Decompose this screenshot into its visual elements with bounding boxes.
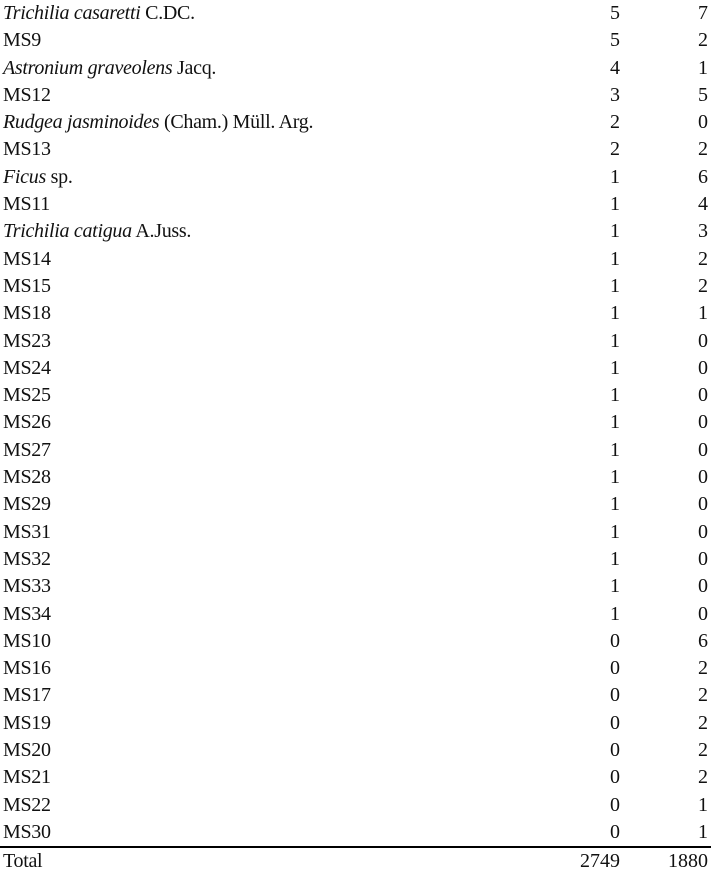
col2-value: 0 xyxy=(698,520,708,543)
col1-value: 1 xyxy=(610,193,620,216)
species-name-rest: MS17 xyxy=(3,684,51,707)
species-name-italic: Astronium graveolens xyxy=(3,56,173,79)
total-row xyxy=(0,847,711,874)
col1-value: 1 xyxy=(610,302,620,325)
col2-value: 0 xyxy=(698,438,708,461)
col1-value: 2 xyxy=(610,138,620,161)
col1-value: 0 xyxy=(610,766,620,789)
total-label: Total xyxy=(0,847,523,874)
col2-value: 2 xyxy=(698,684,708,707)
col2-value: 2 xyxy=(698,274,708,297)
species-name-rest: C.DC. xyxy=(140,2,195,24)
species-name xyxy=(0,519,523,546)
col2-value: 5 xyxy=(698,83,708,106)
species-name xyxy=(0,55,523,82)
col1-value: 1 xyxy=(610,493,620,516)
table-row xyxy=(0,55,711,82)
species-name xyxy=(0,710,523,737)
species-name-rest: MS13 xyxy=(3,138,51,161)
col1-value: 0 xyxy=(610,684,620,707)
species-name xyxy=(0,628,523,655)
table-row xyxy=(0,710,711,737)
col2-value: 0 xyxy=(698,493,708,516)
table-row xyxy=(0,682,711,709)
table-row xyxy=(0,273,711,300)
col1-value: 4 xyxy=(610,56,620,79)
species-name-rest: Jacq. xyxy=(172,56,217,79)
species-name xyxy=(0,355,523,382)
species-name-rest: (Cham.) Müll. Arg. xyxy=(159,111,314,134)
species-name-rest: MS16 xyxy=(3,657,51,680)
species-name xyxy=(0,792,523,819)
species-name-rest: MS30 xyxy=(3,820,51,843)
species-name xyxy=(0,300,523,327)
species-name-rest: A.Juss. xyxy=(131,220,192,243)
col2-value: 1 xyxy=(698,793,708,816)
species-name xyxy=(0,573,523,600)
species-name xyxy=(0,136,523,163)
species-name-italic: Rudgea jasminoides xyxy=(3,111,160,134)
col2-value: 0 xyxy=(698,602,708,625)
species-name xyxy=(0,437,523,464)
species-name-rest: MS33 xyxy=(3,575,51,598)
table-row xyxy=(0,246,711,273)
col2-value: 0 xyxy=(698,329,708,352)
col1-value: 3 xyxy=(610,83,620,106)
species-name xyxy=(0,464,523,491)
col1-value: 1 xyxy=(610,165,620,188)
col2-value: 2 xyxy=(698,247,708,270)
table-row xyxy=(0,601,711,628)
species-name-rest: MS26 xyxy=(3,411,51,434)
species-name-rest: MS28 xyxy=(3,466,51,489)
species-name-rest: MS21 xyxy=(3,766,51,789)
table-row xyxy=(0,0,711,27)
table-row xyxy=(0,27,711,54)
col1-value: 2 xyxy=(610,111,620,134)
species-name xyxy=(0,164,523,191)
species-name xyxy=(0,246,523,273)
species-name xyxy=(0,682,523,709)
species-name-rest: MS11 xyxy=(3,193,50,216)
species-name xyxy=(0,546,523,573)
species-name xyxy=(0,27,523,54)
species-name-rest: MS24 xyxy=(3,356,51,379)
col2-value: 2 xyxy=(698,711,708,734)
col1-value: 5 xyxy=(610,29,620,52)
col2-value: 0 xyxy=(698,547,708,570)
col2-value: 0 xyxy=(698,575,708,598)
col2-value: 2 xyxy=(698,29,708,52)
table-row xyxy=(0,191,711,218)
species-name-rest: MS32 xyxy=(3,547,51,570)
species-name-italic: Ficus xyxy=(3,165,46,188)
table-row xyxy=(0,82,711,109)
total-col2: 1880 xyxy=(620,847,711,874)
col1-value: 1 xyxy=(610,575,620,598)
col1-value: 1 xyxy=(610,220,620,243)
col2-value: 2 xyxy=(698,739,708,762)
table-row xyxy=(0,628,711,655)
col1-value: 1 xyxy=(610,520,620,543)
species-name xyxy=(0,273,523,300)
species-name xyxy=(0,382,523,409)
species-name-rest: MS15 xyxy=(3,274,51,297)
species-name-rest: MS22 xyxy=(3,793,51,816)
col1-value: 1 xyxy=(610,547,620,570)
species-name-rest: MS20 xyxy=(3,739,51,762)
col1-value: 0 xyxy=(610,629,620,652)
species-name-rest: MS9 xyxy=(3,29,42,52)
col2-value: 1 xyxy=(698,56,708,79)
species-name xyxy=(0,191,523,218)
col1-value: 5 xyxy=(610,2,620,24)
col2-value: 0 xyxy=(698,466,708,489)
species-name-rest: MS31 xyxy=(3,520,51,543)
species-name-rest: MS23 xyxy=(3,329,51,352)
table-row xyxy=(0,464,711,491)
species-name xyxy=(0,109,523,136)
species-name xyxy=(0,764,523,791)
species-name xyxy=(0,82,523,109)
table-row xyxy=(0,655,711,682)
table-row xyxy=(0,382,711,409)
species-name xyxy=(0,409,523,436)
table-row xyxy=(0,328,711,355)
species-name xyxy=(0,218,523,245)
col1-value: 1 xyxy=(610,411,620,434)
col1-value: 0 xyxy=(610,739,620,762)
col2-value: 0 xyxy=(698,411,708,434)
species-name xyxy=(0,601,523,628)
col1-value: 1 xyxy=(610,274,620,297)
table-row xyxy=(0,519,711,546)
col2-value: 7 xyxy=(698,2,708,24)
species-name xyxy=(0,819,523,847)
col2-value: 6 xyxy=(698,629,708,652)
col1-value: 1 xyxy=(610,356,620,379)
species-name-rest: MS29 xyxy=(3,493,51,516)
table-row xyxy=(0,300,711,327)
table-row xyxy=(0,546,711,573)
col2-value: 2 xyxy=(698,657,708,680)
col2-value: 0 xyxy=(698,111,708,134)
species-name xyxy=(0,328,523,355)
col1-value: 0 xyxy=(610,820,620,843)
species-name-rest: MS10 xyxy=(3,629,51,652)
col1-value: 1 xyxy=(610,329,620,352)
table-row xyxy=(0,819,711,847)
table-row xyxy=(0,136,711,163)
species-name-rest: MS18 xyxy=(3,302,51,325)
species-name xyxy=(0,655,523,682)
species-name xyxy=(0,737,523,764)
table-row xyxy=(0,437,711,464)
species-name-rest: MS34 xyxy=(3,602,51,625)
table-row xyxy=(0,573,711,600)
col2-value: 0 xyxy=(698,356,708,379)
table-row xyxy=(0,792,711,819)
species-name xyxy=(0,491,523,518)
col1-value: 0 xyxy=(610,711,620,734)
species-name-rest: sp. xyxy=(45,165,73,188)
species-name-rest: MS27 xyxy=(3,438,51,461)
col1-value: 1 xyxy=(610,438,620,461)
col1-value: 1 xyxy=(610,384,620,407)
col2-value: 2 xyxy=(698,766,708,789)
species-name-rest: MS12 xyxy=(3,83,51,106)
table-row xyxy=(0,164,711,191)
col1-value: 0 xyxy=(610,793,620,816)
col2-value: 1 xyxy=(698,820,708,843)
species-name-italic: Trichilia casaretti xyxy=(3,2,141,24)
table-row xyxy=(0,737,711,764)
table-row xyxy=(0,409,711,436)
species-name-rest: MS25 xyxy=(3,384,51,407)
col2-value: 4 xyxy=(698,193,708,216)
col1-value: 1 xyxy=(610,602,620,625)
col2-value: 2 xyxy=(698,138,708,161)
col2-value: 6 xyxy=(698,165,708,188)
col1-value: 1 xyxy=(610,247,620,270)
species-name xyxy=(0,0,523,27)
species-name-rest: MS14 xyxy=(3,247,51,270)
table-row xyxy=(0,109,711,136)
table-row xyxy=(0,764,711,791)
species-name-rest: MS19 xyxy=(3,711,51,734)
total-col1: 2749 xyxy=(523,847,620,874)
col2-value: 3 xyxy=(698,220,708,243)
table-row xyxy=(0,491,711,518)
col2-value: 1 xyxy=(698,302,708,325)
table-row xyxy=(0,355,711,382)
table-row xyxy=(0,218,711,245)
species-name-italic: Trichilia catigua xyxy=(3,220,132,243)
col1-value: 0 xyxy=(610,657,620,680)
col1-value: 1 xyxy=(610,466,620,489)
col2-value: 0 xyxy=(698,384,708,407)
